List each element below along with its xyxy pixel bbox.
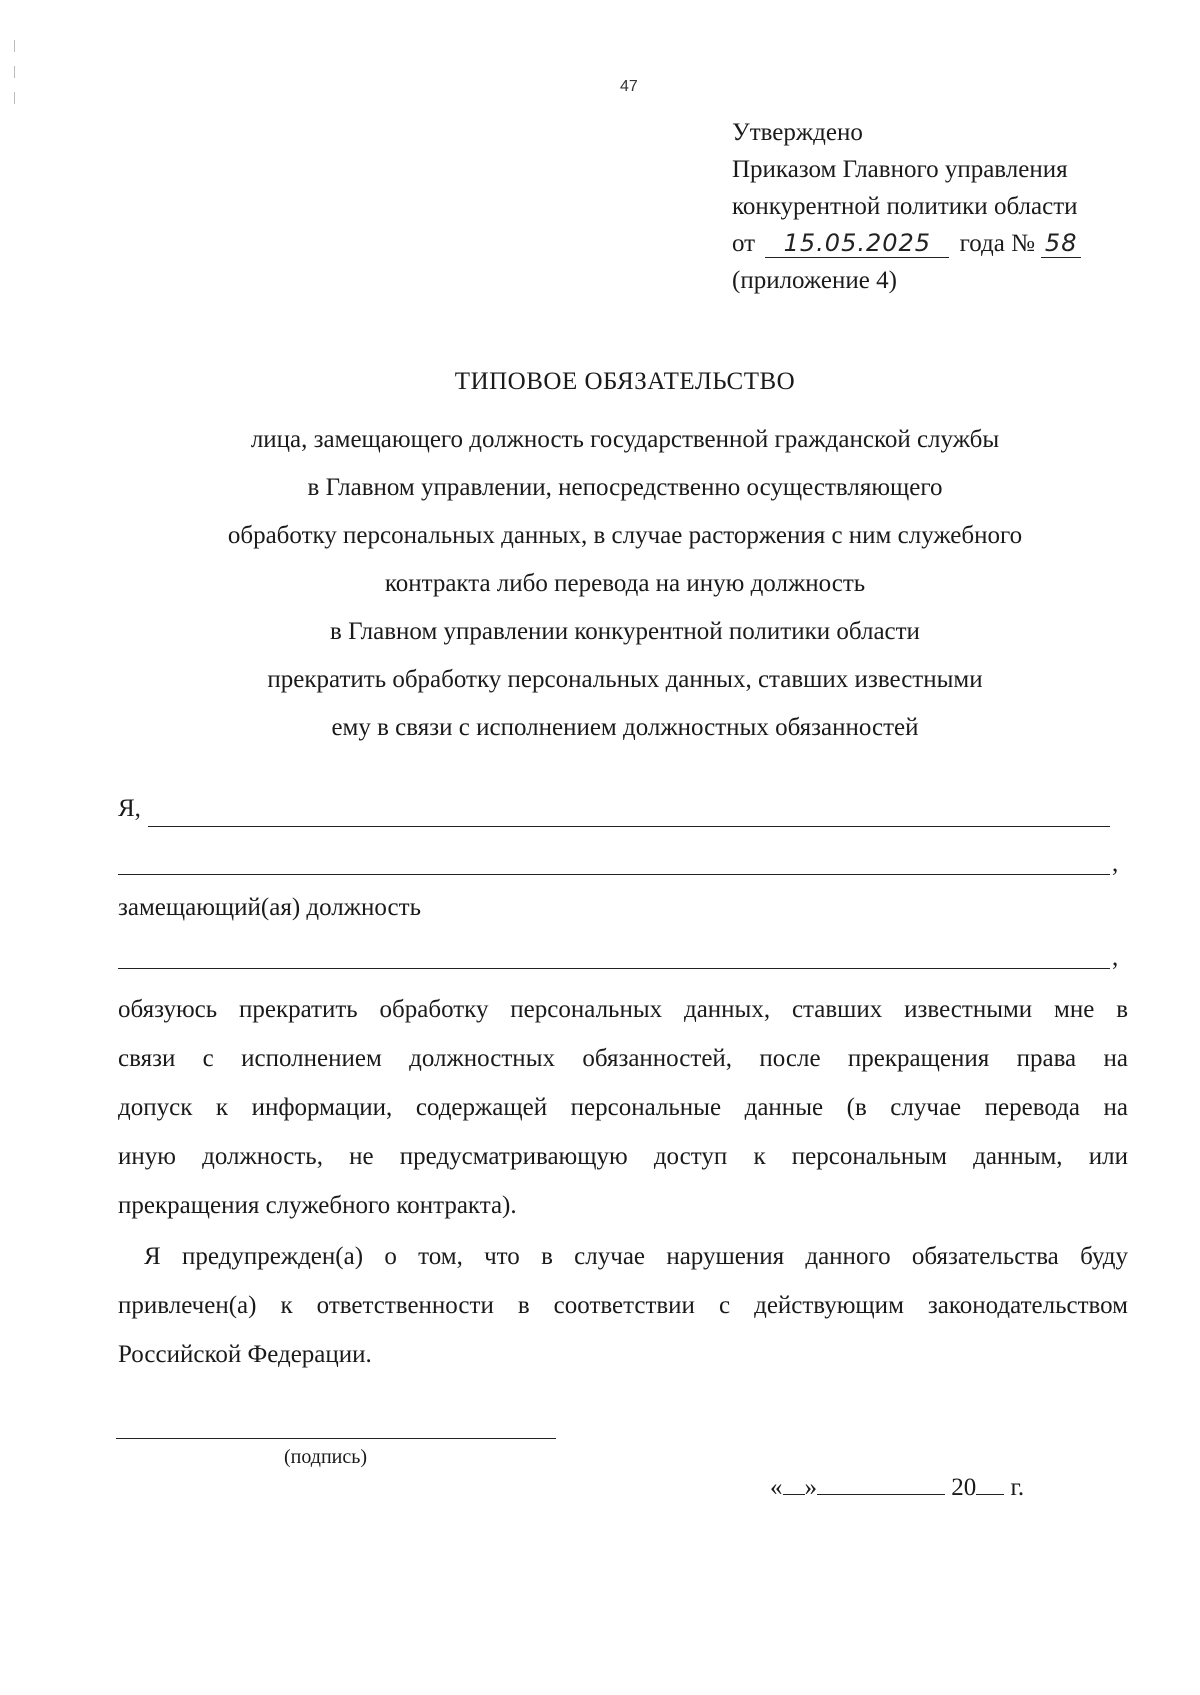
page-number: 47: [620, 78, 638, 95]
subtitle-line: лица, замещающего должность государственной гражданской службы: [250, 426, 1000, 453]
paragraph-line: обязуюсь прекратить обработку персональных данных, ставших известными мне в: [118, 996, 1128, 1023]
subtitle-line: в Главном управлении конкурентной политики области: [330, 618, 920, 645]
date-footer: [770, 1472, 1024, 1502]
position-fill-line[interactable]: [118, 968, 1110, 969]
year-fill-line[interactable]: [976, 1472, 1004, 1495]
subtitle-line: ему в связи с исполнением должностных обязанностей: [331, 714, 919, 741]
approval-line-2: Приказом Главного управления: [732, 156, 1068, 183]
name-fill-line-1[interactable]: [148, 826, 1110, 827]
i-label: Я,: [118, 795, 141, 822]
month-fill-line[interactable]: [817, 1472, 945, 1495]
name-comma: ,: [1112, 850, 1119, 877]
position-label: замещающий(ая) должность: [118, 894, 421, 921]
day-fill-line[interactable]: [783, 1472, 805, 1495]
name-fill-line-2[interactable]: [118, 874, 1110, 875]
approval-block: [732, 114, 1172, 299]
subtitle-line: обработку персональных данных, в случае расторжения с ним служебного: [227, 522, 1023, 549]
obligation-paragraph: [118, 985, 1128, 1230]
approval-line-1: Утверждено: [732, 119, 863, 146]
paragraph-line: Я предупрежден(а) о том, что в случае нарушения данного обязательства буду: [144, 1243, 1128, 1270]
date-open-quote: «: [770, 1474, 783, 1501]
year-suffix: г.: [1010, 1474, 1025, 1501]
handwritten-order-number: 58: [1041, 229, 1081, 258]
subtitle-line: контракта либо перевода на иную должность: [384, 570, 866, 597]
document-subtitle: [120, 416, 1130, 752]
paragraph-line: привлечен(а) к ответственности в соответствии с действующим законодательством: [118, 1292, 1128, 1319]
signature-label: (подпись): [284, 1446, 368, 1468]
handwritten-date: 15.05.2025: [765, 229, 949, 258]
approval-line-5: (приложение 4): [732, 267, 897, 294]
subtitle-line: в Главном управлении, непосредственно осуществляющего: [307, 474, 943, 501]
scan-edge-marks: [14, 40, 16, 120]
year-prefix: 20: [951, 1474, 977, 1501]
paragraph-line: допуск к информации, содержащей персональные данные (в случае перевода на: [118, 1094, 1128, 1121]
signature-line[interactable]: [116, 1438, 556, 1439]
date-suffix: года №: [959, 230, 1035, 257]
date-prefix: от: [732, 230, 756, 257]
paragraph-line: прекращения служебного контракта).: [118, 1192, 517, 1219]
date-close-quote: »: [804, 1474, 817, 1501]
document-title: ТИПОВОЕ ОБЯЗАТЕЛЬСТВО: [454, 368, 796, 395]
warning-paragraph: [118, 1232, 1128, 1379]
paragraph-line: иную должность, не предусматривающую доступ к персональным данным, или: [118, 1143, 1128, 1170]
paragraph-line: связи с исполнением должностных обязанностей, после прекращения права на: [118, 1045, 1128, 1072]
position-comma: ,: [1112, 944, 1119, 971]
approval-line-3: конкурентной политики области: [732, 193, 1078, 220]
approval-date-line: [732, 225, 1172, 262]
subtitle-line: прекратить обработку персональных данных, ставших известными: [267, 666, 983, 693]
paragraph-line: Российской Федерации.: [118, 1341, 372, 1368]
